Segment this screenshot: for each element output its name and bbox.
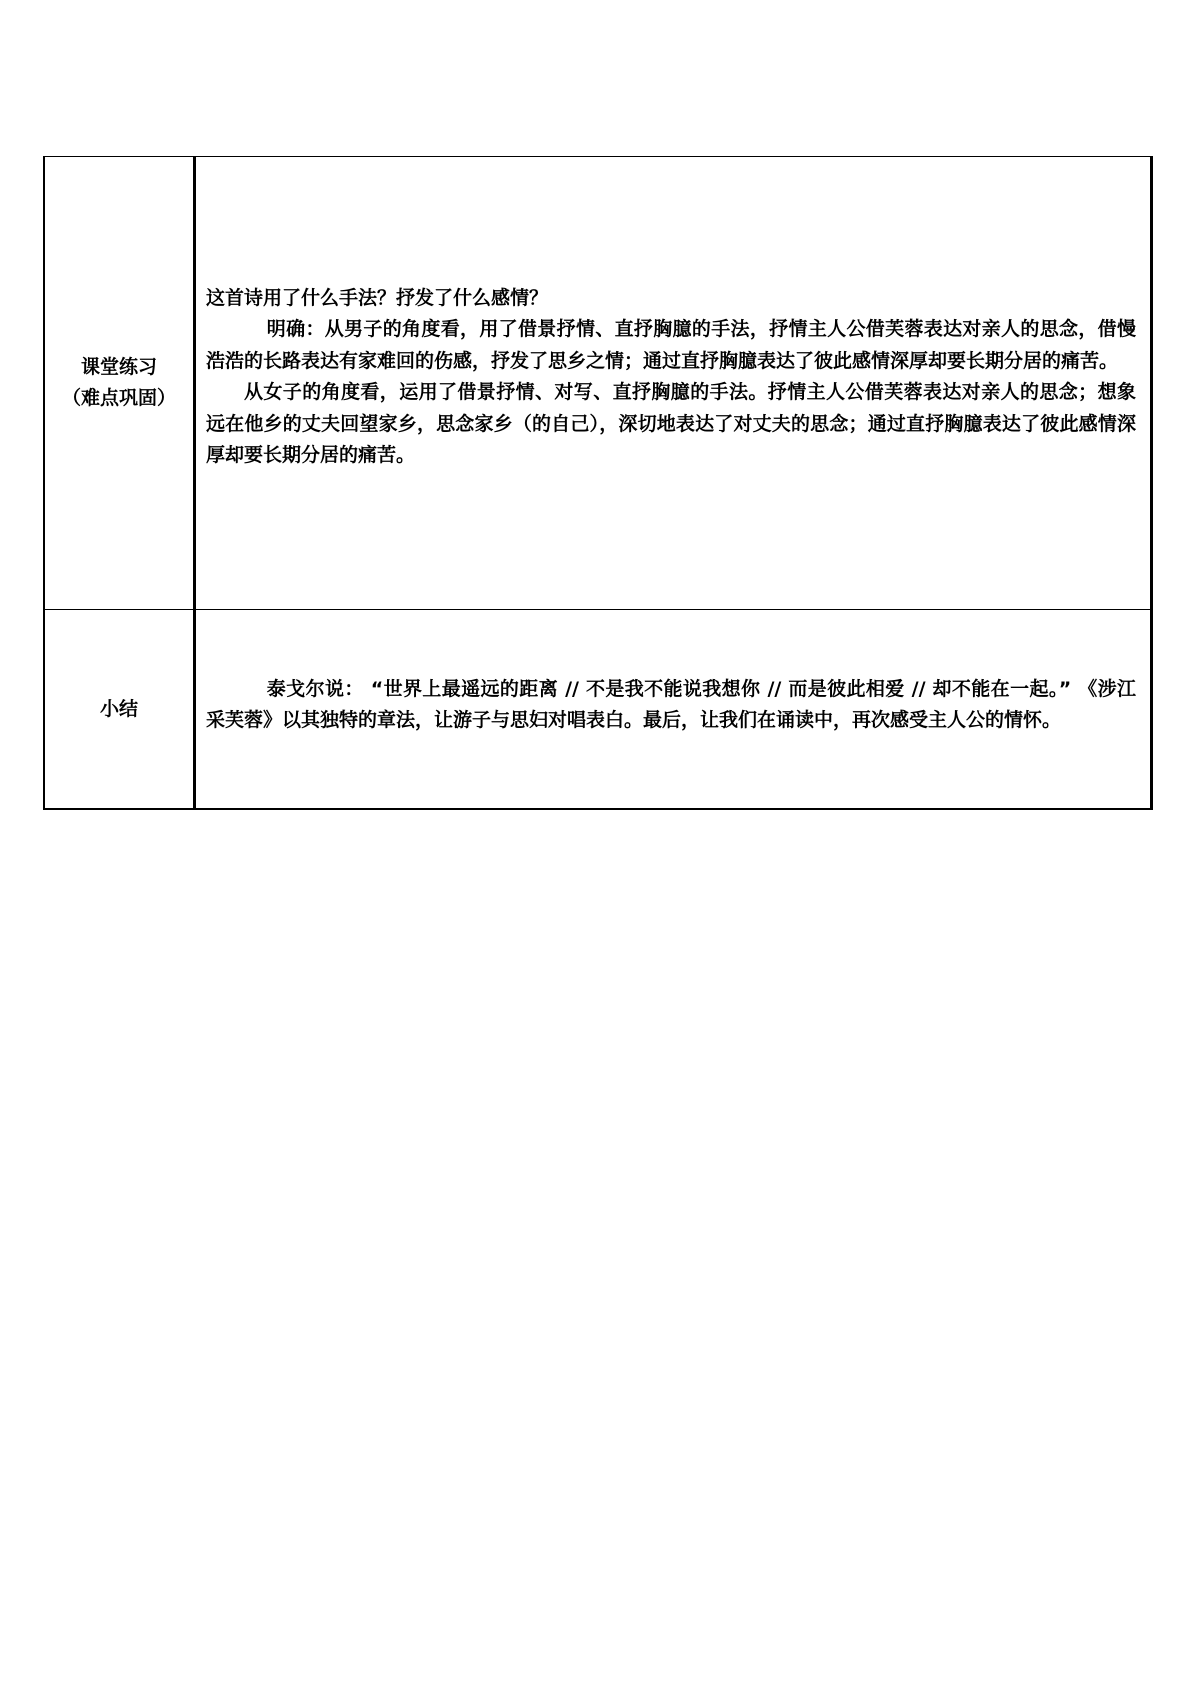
row-label xyxy=(45,352,193,414)
answer-paragraph-male: 明确：从男子的角度看，用了借景抒情、直抒胸臆的手法，抒情主人公借芙蓉表达对亲人的思念，借慢浩浩的长路表达有家难回的伤感，抒发了思乡之情；通过直抒胸臆表达了彼此感情深厚却要长期分居的痛苦。 xyxy=(206,318,1136,372)
label-line: 小结 xyxy=(99,697,138,720)
row-label-cell xyxy=(44,610,195,810)
label-line: 课堂练习 xyxy=(80,356,157,378)
question-paragraph: 这首诗用了什么手法？抒发了什么感情？ xyxy=(206,286,549,309)
table-row-practice xyxy=(44,157,1152,610)
row-content-cell xyxy=(195,610,1152,810)
lesson-plan-table xyxy=(43,156,1153,810)
summary-paragraph: 泰戈尔说： “世界上最遥远的距离 // 不是我不能说我想你 // 而是彼此相爱 // 却不能在一起。” 《涉江采芙蓉》以其独特的章法，让游子与思妇对唱表白。最后，让我们在诵读中，再次感受主人公的情怀。 xyxy=(206,677,1136,731)
answer-paragraph-female: 从女子的角度看，运用了借景抒情、对写、直抒胸臆的手法。抒情主人公借芙蓉表达对亲人的思念；想象远在他乡的丈夫回望家乡，思念家乡（的自己），深切地表达了对丈夫的思念；通过直抒胸臆表达了彼此感情深厚却要长期分居的痛苦。 xyxy=(206,381,1136,466)
practice-content xyxy=(196,283,1150,472)
row-content-cell xyxy=(195,157,1152,610)
summary-content xyxy=(196,674,1150,737)
row-label-cell xyxy=(44,157,195,610)
label-line: （难点巩固） xyxy=(61,387,176,409)
row-label xyxy=(45,694,193,725)
table-row-summary xyxy=(44,610,1152,810)
